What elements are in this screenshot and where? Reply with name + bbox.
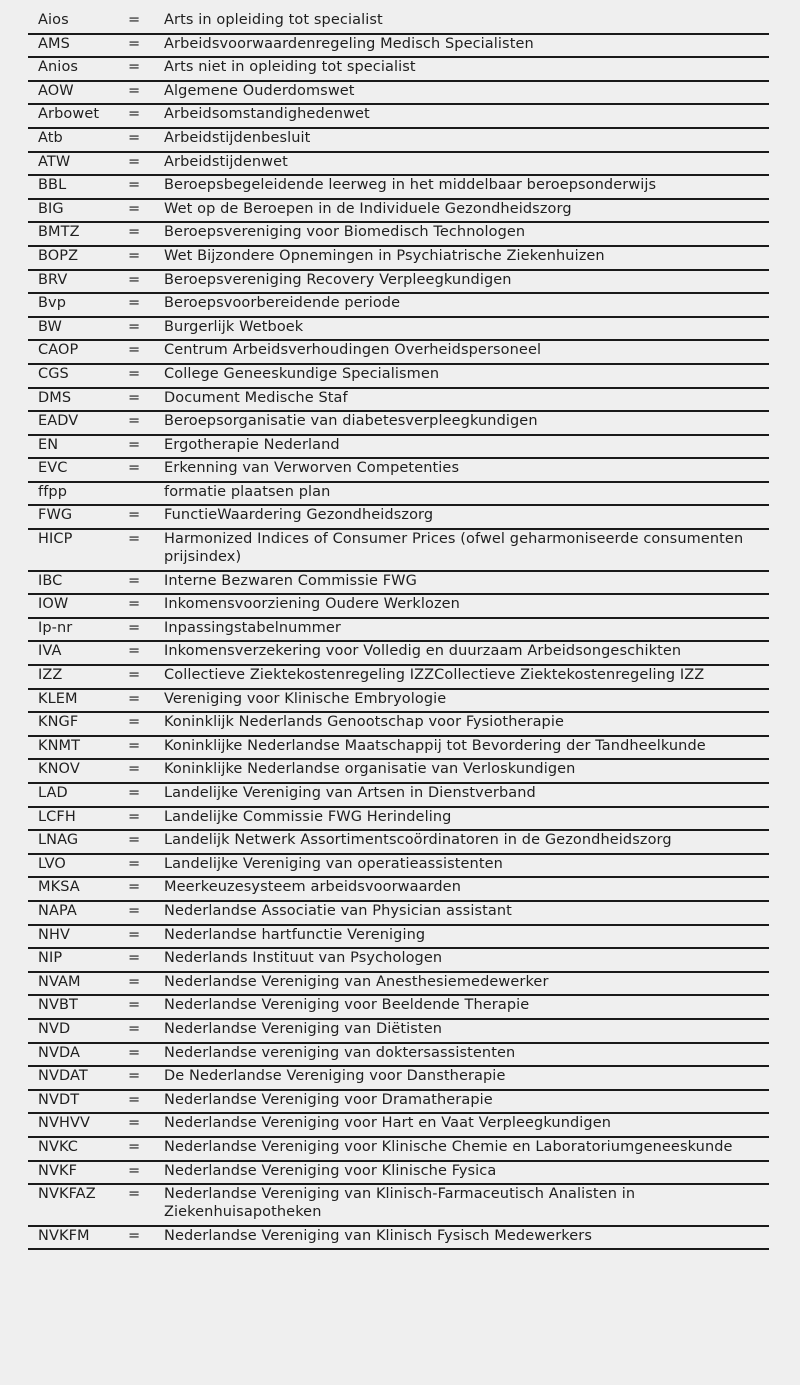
equals-sign: = bbox=[128, 950, 141, 967]
equals-sign: = bbox=[128, 643, 141, 660]
abbreviation: KLEM bbox=[38, 690, 78, 707]
abbreviation: NVBT bbox=[38, 997, 78, 1014]
equals-sign: = bbox=[128, 318, 141, 335]
equals-sign: = bbox=[128, 855, 141, 872]
glossary-row bbox=[28, 1067, 769, 1091]
glossary-row bbox=[28, 530, 769, 572]
definition: Beroepsvereniging Recovery Verpleegkundigen bbox=[164, 271, 512, 288]
abbreviation: NVKFM bbox=[38, 1227, 90, 1244]
definition: Wet op de Beroepen in de Individuele Gezondheidszorg bbox=[164, 200, 572, 217]
glossary-row bbox=[28, 1227, 769, 1251]
definition: Landelijke Vereniging van operatieassistenten bbox=[164, 855, 503, 872]
abbreviation: IZZ bbox=[38, 667, 63, 684]
abbreviation: BMTZ bbox=[38, 224, 80, 241]
abbreviation: NVKF bbox=[38, 1162, 78, 1179]
glossary-row bbox=[28, 572, 769, 596]
definition: Arbeidstijdenbesluit bbox=[164, 129, 311, 146]
abbreviation-list bbox=[28, 11, 769, 1250]
abbreviation: Bvp bbox=[38, 295, 67, 312]
glossary-row bbox=[28, 1044, 769, 1068]
equals-sign: = bbox=[128, 389, 141, 406]
definition: Burgerlijk Wetboek bbox=[164, 318, 304, 335]
equals-sign: = bbox=[128, 224, 141, 241]
glossary-row bbox=[28, 389, 769, 413]
equals-sign: = bbox=[128, 200, 141, 217]
abbreviation: CAOP bbox=[38, 342, 79, 359]
definition: Nederlandse Vereniging voor Beeldende Therapie bbox=[164, 997, 530, 1014]
equals-sign: = bbox=[128, 667, 141, 684]
definition: Wet Bijzondere Opnemingen in Psychiatrische Ziekenhuizen bbox=[164, 247, 605, 264]
equals-sign: = bbox=[128, 572, 141, 589]
equals-sign: = bbox=[128, 973, 141, 990]
abbreviation: EN bbox=[38, 436, 59, 453]
glossary-row bbox=[28, 506, 769, 530]
definition: Beroepsvoorbereidende periode bbox=[164, 295, 401, 312]
glossary-row bbox=[28, 949, 769, 973]
glossary-row bbox=[28, 223, 769, 247]
equals-sign: = bbox=[128, 365, 141, 382]
equals-sign: = bbox=[128, 59, 141, 76]
definition: Nederlandse Vereniging voor Dramatherapie bbox=[164, 1091, 493, 1108]
abbreviation: EADV bbox=[38, 413, 79, 430]
glossary-row bbox=[28, 365, 769, 389]
equals-sign: = bbox=[128, 879, 141, 896]
equals-sign: = bbox=[128, 507, 141, 524]
equals-sign: = bbox=[128, 1020, 141, 1037]
equals-sign: = bbox=[128, 106, 141, 123]
abbreviation: HICP bbox=[38, 531, 73, 548]
definition: Nederlandse Vereniging voor Hart en Vaat Verpleegkundigen bbox=[164, 1115, 612, 1132]
abbreviation: ffpp bbox=[38, 483, 68, 500]
equals-sign: = bbox=[128, 342, 141, 359]
definition: Nederlandse Associatie van Physician assistant bbox=[164, 902, 512, 919]
glossary-row bbox=[28, 82, 769, 106]
abbreviation: NVKFAZ bbox=[38, 1186, 96, 1203]
glossary-row bbox=[28, 595, 769, 619]
glossary-row bbox=[28, 808, 769, 832]
equals-sign: = bbox=[128, 714, 141, 731]
abbreviation: ATW bbox=[38, 153, 71, 170]
glossary-row bbox=[28, 294, 769, 318]
glossary-row bbox=[28, 58, 769, 82]
equals-sign: = bbox=[128, 808, 141, 825]
equals-sign: = bbox=[128, 785, 141, 801]
glossary-row bbox=[28, 1020, 769, 1044]
glossary-row bbox=[28, 1114, 769, 1138]
abbreviation: NVDA bbox=[38, 1044, 80, 1061]
definition: Centrum Arbeidsverhoudingen Overheidspersoneel bbox=[164, 342, 542, 359]
equals-sign: = bbox=[128, 1186, 141, 1203]
abbreviation: LVO bbox=[38, 855, 66, 872]
definition: Koninklijke Nederlandse Maatschappij tot Bevordering der Tandheelkunde bbox=[164, 737, 706, 754]
definition: Harmonized Indices of Consumer Prices (ofwel geharmoniseerde consumenten prijsindex) bbox=[164, 531, 744, 565]
glossary-row bbox=[28, 105, 769, 129]
definition: Nederlandse Vereniging van Klinisch Fysisch Medewerkers bbox=[164, 1227, 592, 1244]
equals-sign: = bbox=[128, 436, 141, 453]
equals-sign: = bbox=[128, 153, 141, 170]
abbreviation: LNAG bbox=[38, 832, 79, 849]
glossary-row bbox=[28, 713, 769, 737]
abbreviation: IBC bbox=[38, 572, 63, 589]
glossary-row bbox=[28, 318, 769, 342]
equals-sign: = bbox=[128, 596, 141, 613]
glossary-row bbox=[28, 619, 769, 643]
definition: Interne Bezwaren Commissie FWG bbox=[164, 572, 417, 589]
abbreviation: BIG bbox=[38, 200, 64, 217]
glossary-row bbox=[28, 129, 769, 153]
equals-sign: = bbox=[128, 1115, 141, 1132]
definition: Nederlandse Vereniging voor Klinische Fysica bbox=[164, 1162, 497, 1179]
definition: Document Medische Staf bbox=[164, 389, 348, 406]
definition: FunctieWaardering Gezondheidszorg bbox=[164, 507, 434, 524]
definition: Landelijke Commissie FWG Herindeling bbox=[164, 808, 452, 825]
equals-sign: = bbox=[128, 1138, 141, 1155]
definition: Erkenning van Verworven Competenties bbox=[164, 460, 460, 477]
abbreviation: AMS bbox=[38, 35, 70, 52]
equals-sign: = bbox=[128, 295, 141, 312]
equals-sign: = bbox=[128, 12, 141, 28]
abbreviation: MKSA bbox=[38, 879, 80, 896]
definition: Inkomensverzekering voor Volledig en duurzaam Arbeidsongeschikten bbox=[164, 643, 682, 660]
equals-sign: = bbox=[128, 531, 141, 548]
glossary-row bbox=[28, 831, 769, 855]
abbreviation: BOPZ bbox=[38, 247, 79, 264]
equals-sign: = bbox=[128, 1091, 141, 1108]
glossary-row bbox=[28, 271, 769, 295]
abbreviation: Arbowet bbox=[38, 106, 100, 123]
glossary-row bbox=[28, 737, 769, 761]
equals-sign: = bbox=[128, 997, 141, 1014]
definition: Nederlandse Vereniging voor Klinische Chemie en Laboratoriumgeneeskunde bbox=[164, 1138, 733, 1155]
abbreviation: KNOV bbox=[38, 761, 80, 778]
definition: Ergotherapie Nederland bbox=[164, 436, 340, 453]
glossary-row bbox=[28, 436, 769, 460]
equals-sign: = bbox=[128, 82, 141, 99]
equals-sign: = bbox=[128, 35, 141, 52]
definition: Nederlandse Vereniging van Diëtisten bbox=[164, 1020, 443, 1037]
definition: Beroepsorganisatie van diabetesverpleegkundigen bbox=[164, 413, 538, 430]
equals-sign: = bbox=[128, 690, 141, 707]
glossary-row bbox=[28, 1162, 769, 1186]
glossary-row bbox=[28, 926, 769, 950]
equals-sign: = bbox=[128, 247, 141, 264]
glossary-row bbox=[28, 247, 769, 271]
equals-sign: = bbox=[128, 902, 141, 919]
definition: College Geneeskundige Specialismen bbox=[164, 365, 440, 382]
glossary-row bbox=[28, 642, 769, 666]
glossary-row bbox=[28, 973, 769, 997]
glossary-row bbox=[28, 459, 769, 483]
glossary-row bbox=[28, 784, 769, 808]
definition: Arbeidsomstandighedenwet bbox=[164, 106, 370, 123]
glossary-row bbox=[28, 1138, 769, 1162]
abbreviation: Ip-nr bbox=[38, 619, 73, 636]
abbreviation: NVDT bbox=[38, 1091, 80, 1108]
glossary-row bbox=[28, 483, 769, 507]
glossary-row bbox=[28, 996, 769, 1020]
equals-sign: = bbox=[128, 413, 141, 430]
definition: Nederlandse hartfunctie Vereniging bbox=[164, 926, 426, 943]
glossary-row bbox=[28, 1185, 769, 1227]
definition: De Nederlandse Vereniging voor Danstherapie bbox=[164, 1068, 506, 1085]
abbreviation: CGS bbox=[38, 365, 69, 382]
abbreviation: BW bbox=[38, 318, 62, 335]
definition: Landelijk Netwerk Assortimentscoördinatoren in de Gezondheidszorg bbox=[164, 832, 672, 849]
equals-sign: = bbox=[128, 619, 141, 636]
glossary-row bbox=[28, 35, 769, 59]
definition: Collectieve Ziektekostenregeling IZZCollectieve Ziektekostenregeling IZZ bbox=[164, 667, 705, 684]
glossary-row bbox=[28, 690, 769, 714]
definition: Vereniging voor Klinische Embryologie bbox=[164, 690, 447, 707]
abbreviation: NAPA bbox=[38, 902, 77, 919]
equals-sign: = bbox=[128, 737, 141, 754]
definition: Landelijke Vereniging van Artsen in Dienstverband bbox=[164, 785, 536, 801]
definition: Arts niet in opleiding tot specialist bbox=[164, 59, 416, 76]
abbreviation: NVHVV bbox=[38, 1115, 91, 1132]
abbreviation: NIP bbox=[38, 950, 63, 967]
glossary-row bbox=[28, 412, 769, 436]
glossary-row bbox=[28, 11, 769, 35]
abbreviation: AOW bbox=[38, 82, 74, 99]
definition: Nederlandse vereniging van doktersassistenten bbox=[164, 1044, 516, 1061]
definition: Arbeidsvoorwaardenregeling Medisch Specialisten bbox=[164, 35, 534, 52]
definition: Inkomensvoorziening Oudere Werklozen bbox=[164, 596, 460, 613]
equals-sign: = bbox=[128, 1068, 141, 1085]
definition: Arbeidstijdenwet bbox=[164, 153, 288, 170]
glossary-row bbox=[28, 760, 769, 784]
abbreviation: NVKC bbox=[38, 1138, 79, 1155]
equals-sign: = bbox=[128, 129, 141, 146]
abbreviation: DMS bbox=[38, 389, 72, 406]
abbreviation: BBL bbox=[38, 177, 67, 194]
abbreviation: IVA bbox=[38, 643, 62, 660]
definition: Nederlandse Vereniging van Klinisch-Farmaceutisch Analisten in Ziekenhuisapotheken bbox=[164, 1186, 636, 1220]
glossary-row bbox=[28, 200, 769, 224]
definition: Meerkeuzesysteem arbeidsvoorwaarden bbox=[164, 879, 461, 896]
equals-sign: = bbox=[128, 1044, 141, 1061]
equals-sign: = bbox=[128, 271, 141, 288]
equals-sign: = bbox=[128, 761, 141, 778]
definition: Beroepsbegeleidende leerweg in het middelbaar beroepsonderwijs bbox=[164, 177, 657, 194]
definition: Algemene Ouderdomswet bbox=[164, 82, 355, 99]
abbreviation: Atb bbox=[38, 129, 63, 146]
equals-sign: = bbox=[128, 832, 141, 849]
abbreviation: KNMT bbox=[38, 737, 81, 754]
abbreviation: BRV bbox=[38, 271, 68, 288]
glossary-row bbox=[28, 153, 769, 177]
glossary-row bbox=[28, 666, 769, 690]
abbreviation: IOW bbox=[38, 596, 69, 613]
equals-sign: = bbox=[128, 177, 141, 194]
definition: formatie plaatsen plan bbox=[164, 483, 331, 500]
abbreviation: FWG bbox=[38, 507, 73, 524]
abbreviation: LCFH bbox=[38, 808, 76, 825]
glossary-row bbox=[28, 902, 769, 926]
glossary-row bbox=[28, 855, 769, 879]
definition: Inpassingstabelnummer bbox=[164, 619, 341, 636]
definition: Beroepsvereniging voor Biomedisch Technologen bbox=[164, 224, 526, 241]
abbreviation: KNGF bbox=[38, 714, 79, 731]
definition: Arts in opleiding tot specialist bbox=[164, 12, 383, 28]
glossary-row bbox=[28, 1091, 769, 1115]
glossary-row bbox=[28, 176, 769, 200]
equals-sign: = bbox=[128, 1227, 141, 1244]
definition: Koninklijk Nederlands Genootschap voor Fysiotherapie bbox=[164, 714, 565, 731]
glossary-row bbox=[28, 341, 769, 365]
abbreviation: NVDAT bbox=[38, 1068, 88, 1085]
equals-sign: = bbox=[128, 926, 141, 943]
definition: Koninklijke Nederlandse organisatie van Verloskundigen bbox=[164, 761, 576, 778]
equals-sign: = bbox=[128, 460, 141, 477]
abbreviation: NVAM bbox=[38, 973, 81, 990]
abbreviation: LAD bbox=[38, 785, 68, 801]
abbreviation: NHV bbox=[38, 926, 70, 943]
abbreviation: NVD bbox=[38, 1020, 71, 1037]
definition: Nederlandse Vereniging van Anesthesiemedewerker bbox=[164, 973, 549, 990]
definition: Nederlands Instituut van Psychologen bbox=[164, 950, 443, 967]
glossary-row bbox=[28, 878, 769, 902]
abbreviation: Anios bbox=[38, 59, 79, 76]
abbreviation: Aios bbox=[38, 12, 69, 28]
equals-sign: = bbox=[128, 1162, 141, 1179]
abbreviation: EVC bbox=[38, 460, 68, 477]
